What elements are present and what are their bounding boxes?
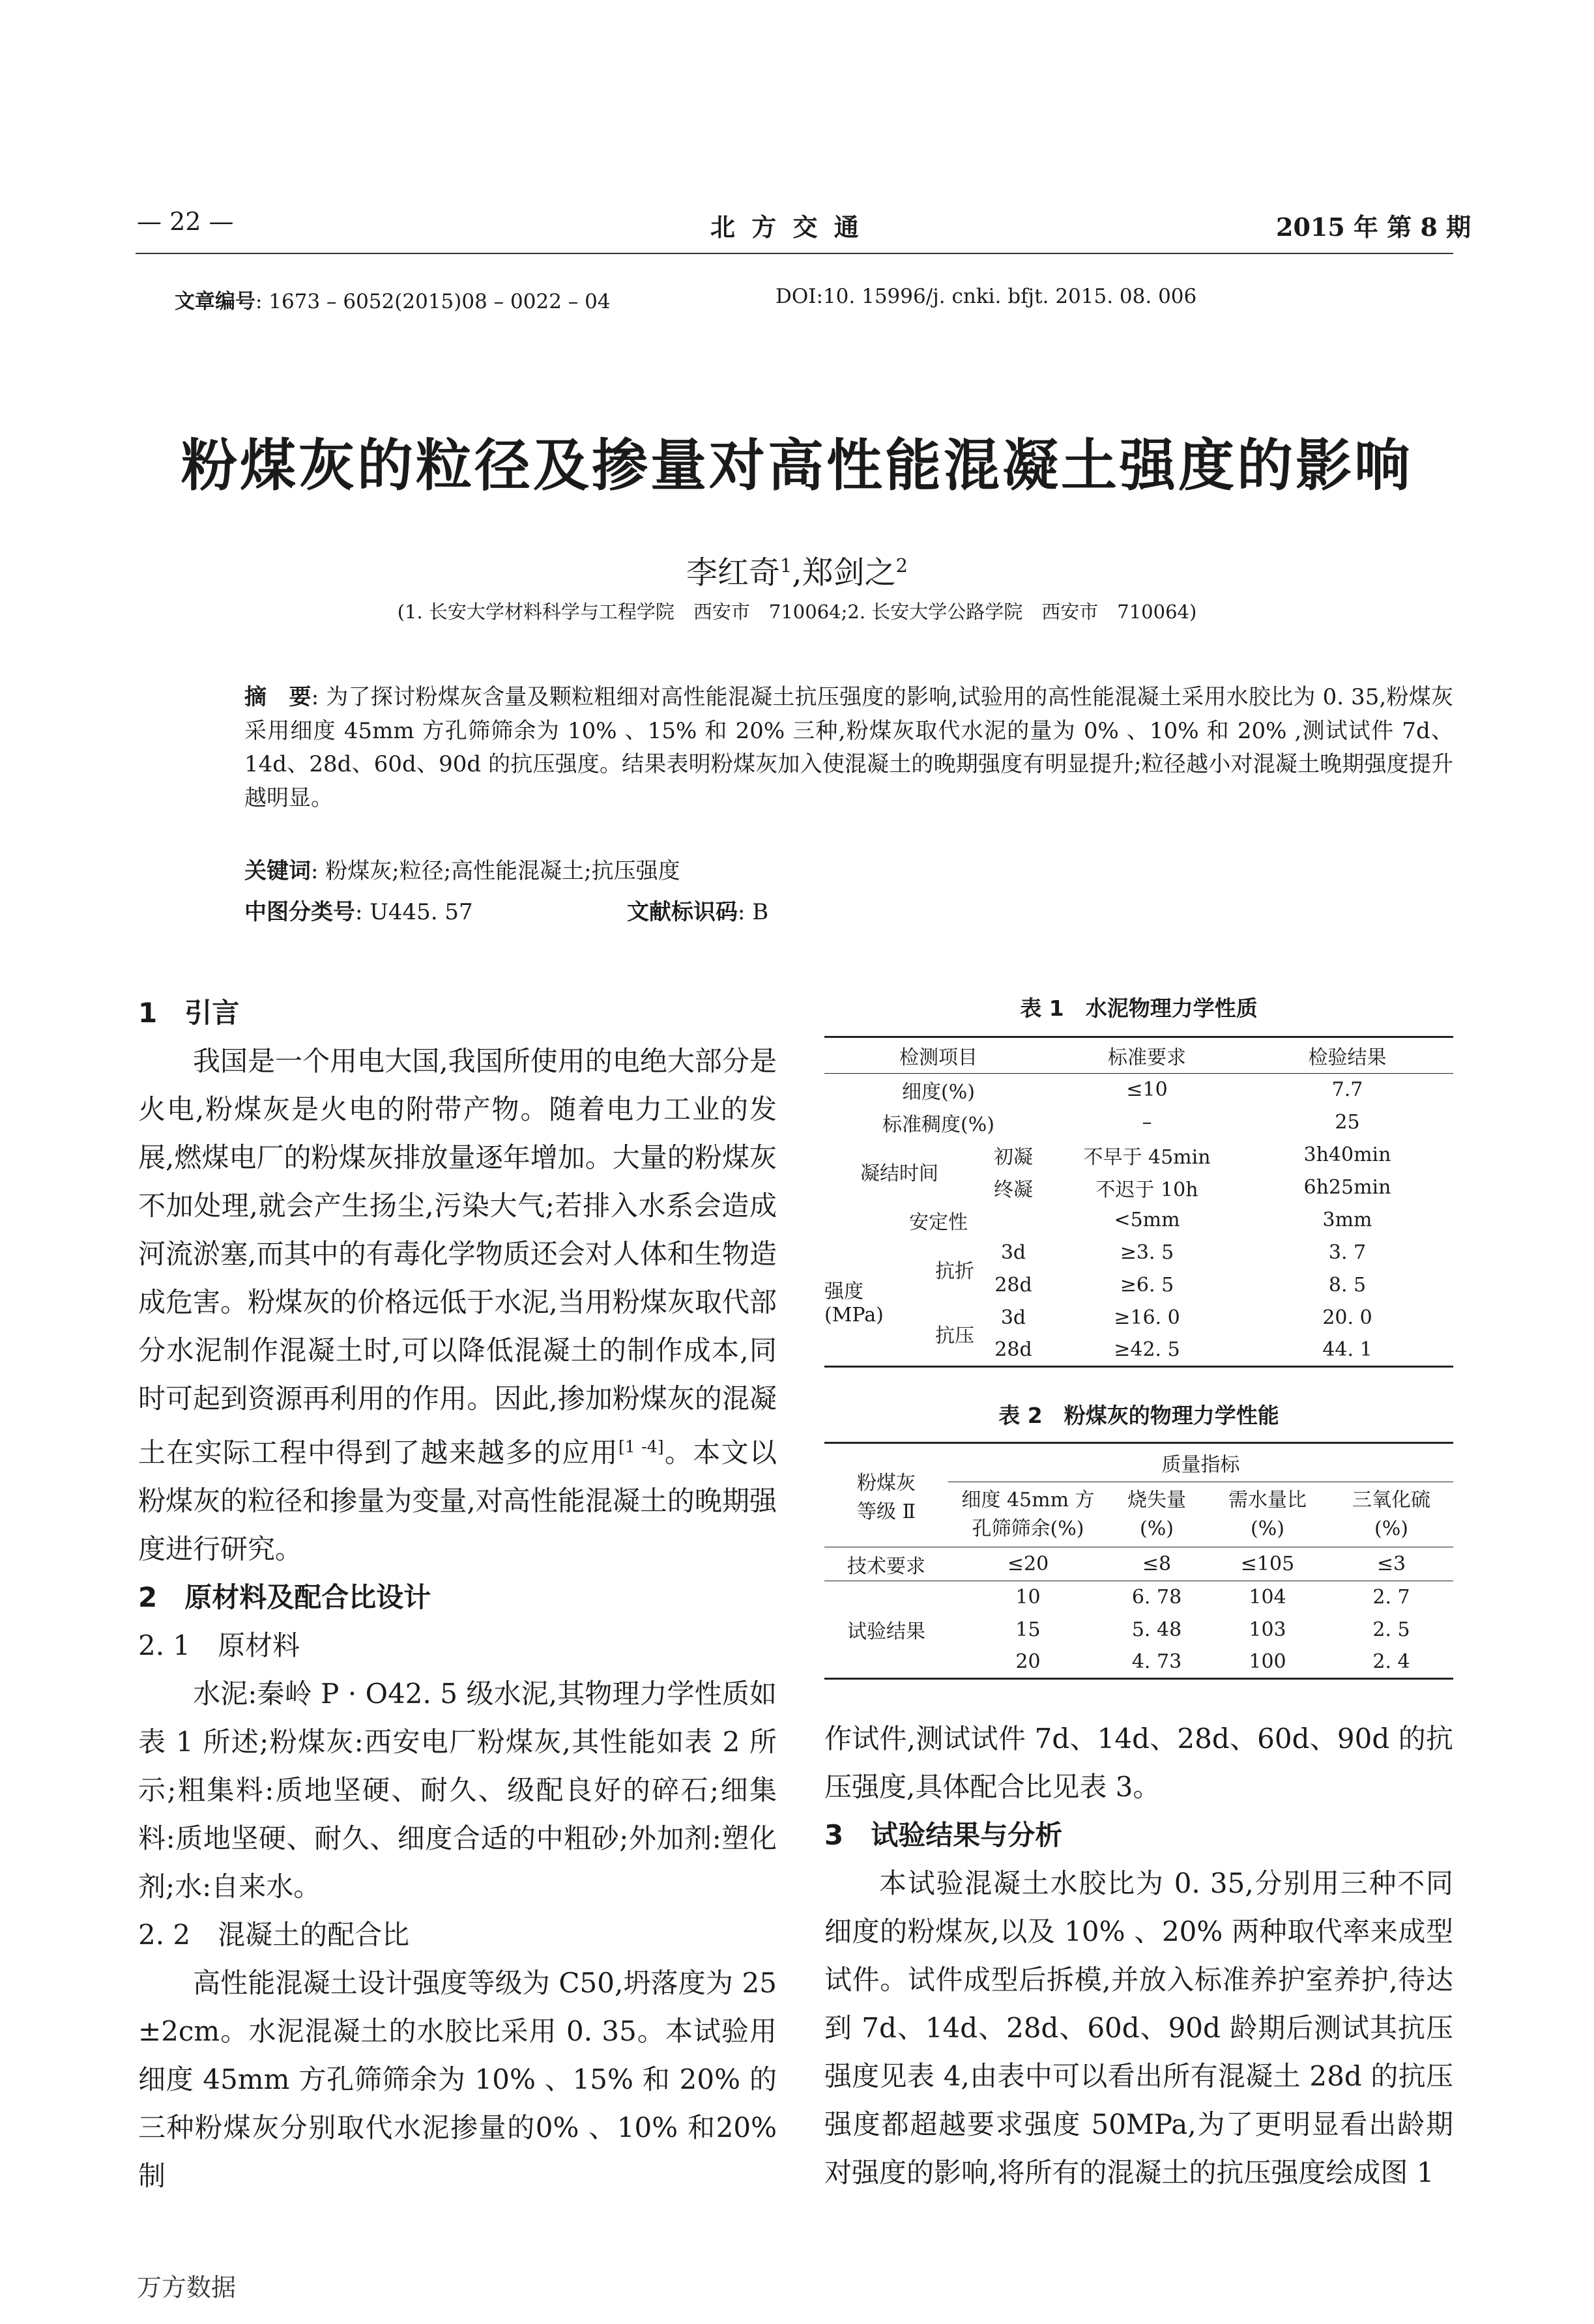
author-1-affil: 1 [780,554,792,577]
table-2-header-row-1 [824,1443,1453,1482]
citation: [1 -4] [618,1437,664,1456]
table-cell: 28d [994,1274,1032,1297]
table-2-col-fineness [948,1482,1108,1547]
keywords [244,855,1453,889]
doi: DOI:10. 15996/j. cnki. bfjt. 2015. 08. 006 [775,285,1197,308]
table-1-header-row [824,1037,1453,1074]
table-cell: ≤3 [1376,1553,1406,1575]
header-line: (%) [1140,1517,1174,1540]
section-1-heading: 1 引言 [138,997,240,1029]
section-2-2-heading: 2. 2 混凝土的配合比 [138,1919,410,1951]
author-1: 李红奇 [686,554,781,591]
article-number-label: 文章编号 [175,290,255,313]
table-1-header-item: 检测项目 [899,1046,978,1069]
table-2-header-grade [824,1443,948,1547]
table-cell: 安定性 [909,1211,968,1234]
clc-value: : U445. 57 [355,899,473,925]
header-rule [136,253,1453,254]
grade-header-line-2: 等级 Ⅱ [857,1500,916,1523]
table-2-group-header: 质量指标 [948,1443,1453,1482]
section-2-1-heading: 2. 1 原材料 [138,1629,300,1661]
table-cell: 25 [1335,1111,1360,1134]
abstract-text: : 为了探讨粉煤灰含量及颗粒粗细对高性能混凝土抗压强度的影响,试验用的高性能混凝土采用水胶比为 0. 35,粉煤灰采用细度 45mm 方孔筛筛余为 10% 、15% 和 20% 三种,粉煤灰取代水泥的量为 0% 、10% 和 20% ,测试试件 7d、14d、28d、60d、90d 的抗压强度。结果表明粉煤灰加入使混凝土的晚期强度有明显提升;粒径越小对混凝土晚期强度提升越明显。 [244,684,1454,812]
paper-title: 粉煤灰的粒径及掺量对高性能混凝土强度的影响 [181,433,1413,498]
right-column [824,1715,1453,2197]
header-line: 孔筛筛余(%) [972,1517,1084,1540]
article-number [175,285,611,314]
table-cell: – [1142,1111,1152,1134]
clc-label: 中图分类号 [244,899,355,925]
table-row [824,1302,1453,1334]
table-cell: 3mm [1322,1209,1372,1231]
table-2-caption: 表 2 粉煤灰的物理力学性能 [998,1403,1279,1428]
continuation-paragraph: 作试件,测试试件 7d、14d、28d、60d、90d 的抗压强度,具体配合比见表 3。 [824,1723,1453,1803]
table-cell: ≤8 [1142,1553,1172,1575]
page-number: — 22 — [137,207,234,236]
table-cell: 3h40min [1303,1143,1391,1166]
table-1 [824,1036,1453,1368]
author-separator: , [792,554,802,591]
table-cell: 5. 48 [1131,1618,1182,1641]
table-cell: 技术要求 [847,1555,925,1578]
author-2-affil: 2 [895,554,908,577]
table-cell: ≤20 [1007,1553,1049,1575]
header-line: 烧失量 [1127,1488,1186,1512]
table-cell: 初凝 [994,1145,1033,1169]
table-row [824,1074,1453,1106]
abstract [244,681,1453,816]
table-1-caption: 表 1 水泥物理力学性质 [1020,996,1258,1021]
table-cell: ≤10 [1126,1078,1168,1102]
section-1-text: 我国是一个用电大国,我国所使用的电绝大部分是火电,粉煤灰是火电的附带产物。随着电力工业的发展,燃煤电厂的粉煤灰排放量逐年增加。大量的粉煤灰不加处理,就会产生扬尘,污染大气;若排入水系会造成河流淤塞,而其中的有毒化学物质还会对人体和生物造成危害。粉煤灰的价格远低于水泥,当用粉煤灰取代部分水泥制作混凝土时,可以降低混凝土的制作成本,同时可起到资源再利用的作用。因此,掺加粉煤灰的混凝土在实际工程中得到了越来越多的应用 [138,1045,777,1469]
table-row [824,1204,1453,1237]
table-cell: 2. 4 [1372,1650,1410,1674]
table-row [824,1106,1453,1139]
header-line: (%) [1251,1517,1284,1540]
table-cell: 44. 1 [1322,1338,1372,1362]
table-cell: ≤105 [1240,1553,1295,1575]
authors [0,547,1594,592]
table-2 [824,1442,1453,1680]
article-number-value: : 1673 – 6052(2015)08 – 0022 – 04 [255,290,611,313]
table-row [824,1237,1453,1269]
table-cell: 试验结果 [847,1620,925,1643]
table-cell: 2. 5 [1372,1618,1410,1641]
journal-name: 北 方 交 通 [710,212,863,242]
doc-code-value: : B [738,899,769,925]
document-code [627,896,768,930]
table-cell: <5mm [1114,1209,1180,1231]
table-row [824,1581,1453,1614]
abstract-label: 摘 要 [244,684,312,710]
table-cell: 强度(MPa) [824,1280,884,1327]
table-cell: 28d [994,1338,1032,1362]
footer-watermark: 万方数据 [137,2273,237,2302]
section-3-paragraph: 本试验混凝土水胶比为 0. 35,分别用三种不同细度的粉煤灰,以及 10% 、20% 两种取代率来成型试件。试件成型后拆模,并放入标准养护室养护,待达到 7d、14d、28d、60d、90d 龄期后测试其抗压强度见表 4,由表中可以看出所有混凝土 28d 的抗压强度都超越要求强度 50MPa,为了更明显看出龄期对强度的影响,将所有的混凝土的抗压强度绘成图 1 [824,1867,1453,2188]
table-2-col-water [1206,1482,1329,1547]
table-cell: 104 [1249,1586,1286,1609]
header-line: 需水量比 [1228,1488,1307,1512]
table-cell: 标准稠度(%) [882,1113,994,1136]
table-cell: 6h25min [1303,1176,1391,1199]
table-1-header-standard: 标准要求 [1108,1046,1186,1069]
section-1-text-end: 。本文以粉煤灰的粒径和掺量为变量,对高性能混凝土的晚期强度进行研究。 [138,1437,777,1565]
table-cell: 不早于 45min [1083,1145,1211,1169]
table-cell: ≥16. 0 [1114,1306,1180,1329]
issue-info: 2015 年 第 8 期 [1276,212,1471,242]
header-line: 细度 45mm 方 [961,1488,1095,1512]
author-2: 郑剑之 [802,554,896,591]
table-2-col-so3 [1329,1482,1453,1547]
table-cell: ≥3. 5 [1120,1241,1174,1264]
table-cell: 细度(%) [902,1080,975,1104]
table-cell: 不迟于 10h [1095,1178,1198,1201]
keywords-label: 关键词 [244,858,311,884]
table-cell: 10 [1015,1586,1041,1609]
table-cell: 20 [1015,1650,1041,1674]
table-cell: 103 [1249,1618,1286,1641]
header-line: (%) [1374,1517,1408,1540]
table-row [824,1139,1453,1171]
left-column [138,989,777,2200]
keywords-text: : 粉煤灰;粒径;高性能混凝土;抗压强度 [311,858,680,884]
table-cell: ≥42. 5 [1114,1338,1180,1362]
section-2-heading: 2 原材料及配合比设计 [138,1581,431,1613]
table-cell: 100 [1249,1650,1286,1674]
section-1-paragraph [138,1037,777,1573]
table-cell: 6. 78 [1131,1586,1182,1609]
table-cell: 4. 73 [1131,1650,1182,1674]
classification [244,896,1453,930]
table-cell: 终凝 [994,1178,1033,1201]
grade-header-line-1: 粉煤灰 [857,1472,916,1495]
table-2-col-loi [1108,1482,1206,1547]
table-cell: 8. 5 [1328,1274,1367,1297]
section-2-1-paragraph: 水泥:秦岭 P · O42. 5 级水泥,其物理力学性质如表 1 所述;粉煤灰:西安电厂粉煤灰,其性能如表 2 所示;粗集料:质地坚硬、耐久、级配良好的碎石;细集料:质地坚硬、耐久、细度合适的中粗砂;外加剂:塑化剂;水:自来水。 [138,1678,777,1902]
table-cell: 7.7 [1331,1078,1363,1102]
section-3-heading: 3 试验结果与分析 [824,1819,1063,1851]
table-cell: 抗折 [935,1259,974,1283]
table-row [824,1547,1453,1581]
affiliations: (1. 长安大学材料科学与工程学院 西安市 710064;2. 长安大学公路学院 西安市 710064) [397,601,1197,623]
table-cell: 抗压 [935,1324,974,1347]
table-cell: 3d [1000,1241,1026,1264]
table-cell: 凝结时间 [860,1162,938,1185]
doc-code-label: 文献标识码 [627,899,738,925]
table-cell: ≥6. 5 [1120,1274,1174,1297]
header-line: 三氧化硫 [1352,1488,1430,1512]
table-1-header-result: 检验结果 [1308,1046,1387,1069]
section-2-2-paragraph: 高性能混凝土设计强度等级为 C50,坍落度为 25 ±2cm。水泥混凝土的水胶比采用 0. 35。本试验用细度 45mm 方孔筛筛余为 10% 、15% 和 20% 的三种粉煤灰分别取代水泥掺量的0% 、10% 和20% 制 [138,1967,777,2192]
table-cell: 3. 7 [1328,1241,1367,1264]
table-cell: 15 [1015,1618,1041,1641]
table-cell: 3d [1000,1306,1026,1329]
table-cell: 2. 7 [1372,1586,1410,1609]
table-cell: 20. 0 [1322,1306,1372,1329]
